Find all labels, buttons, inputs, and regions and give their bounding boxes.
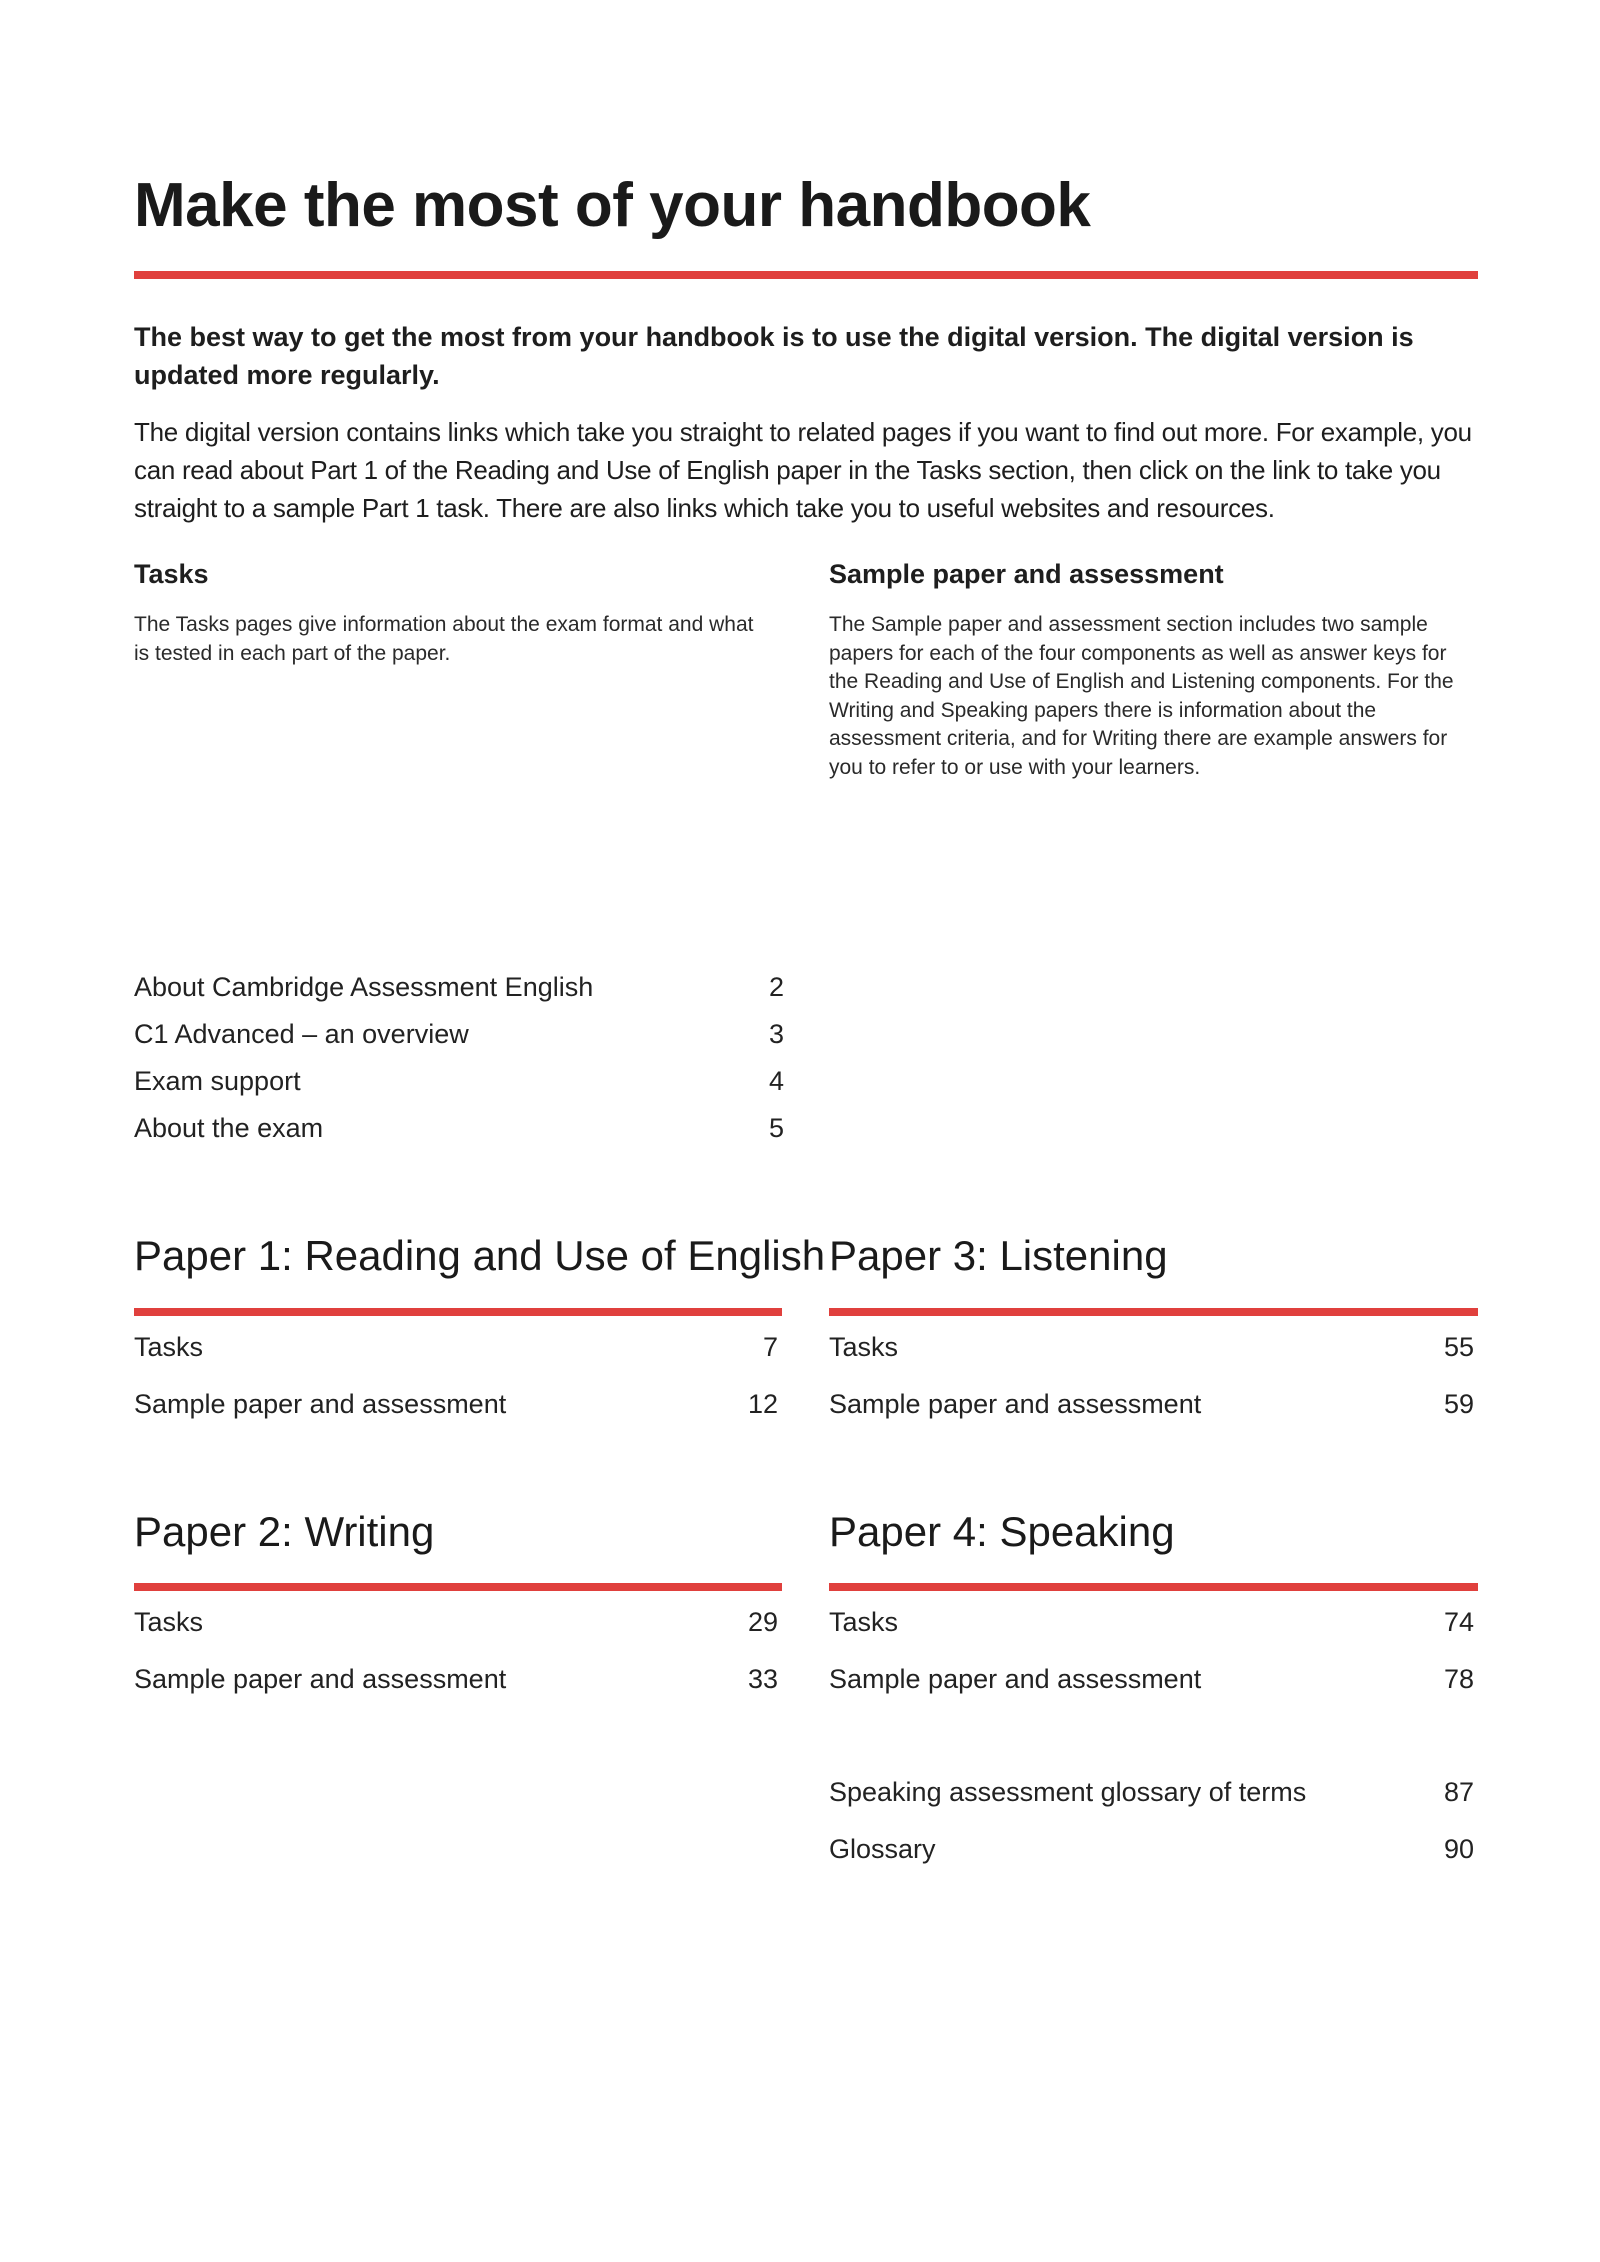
contents-page-number: 2 (768, 972, 784, 1002)
contents-label: Sample paper and assessment (829, 1389, 1202, 1419)
contents-label: C1 Advanced – an overview (134, 1019, 469, 1049)
paper-3-tasks-link[interactable] (829, 1332, 1474, 1372)
contents-page-number: 7 (762, 1332, 778, 1362)
contents-page-number: 4 (768, 1066, 784, 1096)
tasks-heading: Tasks (134, 559, 209, 589)
contents-page-number: 59 (1443, 1389, 1474, 1419)
paper-1-rule (134, 1308, 782, 1316)
contents-item-about-exam[interactable] (134, 1113, 784, 1153)
contents-item-overview[interactable] (134, 1019, 784, 1059)
contents-page-number: 33 (747, 1664, 778, 1694)
paper-4-sample-link[interactable] (829, 1664, 1474, 1704)
contents-label: Glossary (829, 1834, 936, 1864)
paper-2-sample-link[interactable] (134, 1664, 778, 1704)
paper-1-tasks-link[interactable] (134, 1332, 778, 1372)
contents-page-number: 29 (747, 1607, 778, 1637)
contents-label: Sample paper and assessment (829, 1664, 1202, 1694)
paper-4-title: Paper 4: Speaking (829, 1508, 1175, 1555)
contents-page-number: 90 (1443, 1834, 1474, 1864)
contents-label: Tasks (829, 1332, 899, 1362)
paper-2-rule (134, 1583, 782, 1591)
title-rule (134, 271, 1478, 279)
contents-page-number: 5 (768, 1113, 784, 1143)
paper-2-tasks-link[interactable] (134, 1607, 778, 1647)
contents-item-exam-support[interactable] (134, 1066, 784, 1106)
contents-item-about-cambridge[interactable] (134, 972, 784, 1012)
contents-label: Sample paper and assessment (134, 1664, 507, 1694)
paper-4-rule (829, 1583, 1478, 1591)
glossary-link[interactable] (829, 1834, 1474, 1874)
contents-page-number: 12 (747, 1389, 778, 1419)
contents-label: About the exam (134, 1113, 324, 1143)
sample-description: The Sample paper and assessment section includes two sample papers for each of the four components as well as answer keys for the Reading and Use of English and Listening components. For the Writing and Speaking papers there is information about the assessment criteria, and for Writing there are example answers for you to refer to or use with your learners. (829, 613, 1454, 779)
contents-label: Speaking assessment glossary of terms (829, 1777, 1307, 1807)
page-title: Make the most of your handbook (134, 171, 1091, 240)
tasks-description: The Tasks pages give information about the exam format and what is tested in each part of the paper. (134, 613, 754, 665)
contents-label: Tasks (134, 1332, 204, 1362)
contents-page-number: 74 (1443, 1607, 1474, 1637)
paper-2-title: Paper 2: Writing (134, 1508, 435, 1555)
contents-label: About Cambridge Assessment English (134, 972, 594, 1002)
sample-heading: Sample paper and assessment (829, 559, 1224, 589)
lead-paragraph: The best way to get the most from your handbook is to use the digital version. The digital version is updated more regularly. (134, 322, 1414, 390)
contents-page-number: 78 (1443, 1664, 1474, 1694)
contents-label: Sample paper and assessment (134, 1389, 507, 1419)
body-paragraph: The digital version contains links which take you straight to related pages if you want to find out more. For example, you can read about Part 1 of the Reading and Use of English paper in the Tasks section, then click on the link to take you straight to a sample Part 1 task. There are also links which take you to useful websites and resources. (134, 417, 1472, 523)
paper-3-rule (829, 1308, 1478, 1316)
contents-label: Exam support (134, 1066, 301, 1096)
contents-label: Tasks (829, 1607, 899, 1637)
paper-4-tasks-link[interactable] (829, 1607, 1474, 1647)
contents-page-number: 87 (1443, 1777, 1474, 1807)
contents-page-number: 3 (768, 1019, 784, 1049)
paper-3-sample-link[interactable] (829, 1389, 1474, 1429)
paper-3-title: Paper 3: Listening (829, 1232, 1168, 1279)
contents-label: Tasks (134, 1607, 204, 1637)
paper-1-title: Paper 1: Reading and Use of English (134, 1232, 826, 1279)
paper-1-sample-link[interactable] (134, 1389, 778, 1429)
contents-page-number: 55 (1443, 1332, 1474, 1362)
speaking-glossary-link[interactable] (829, 1777, 1474, 1817)
